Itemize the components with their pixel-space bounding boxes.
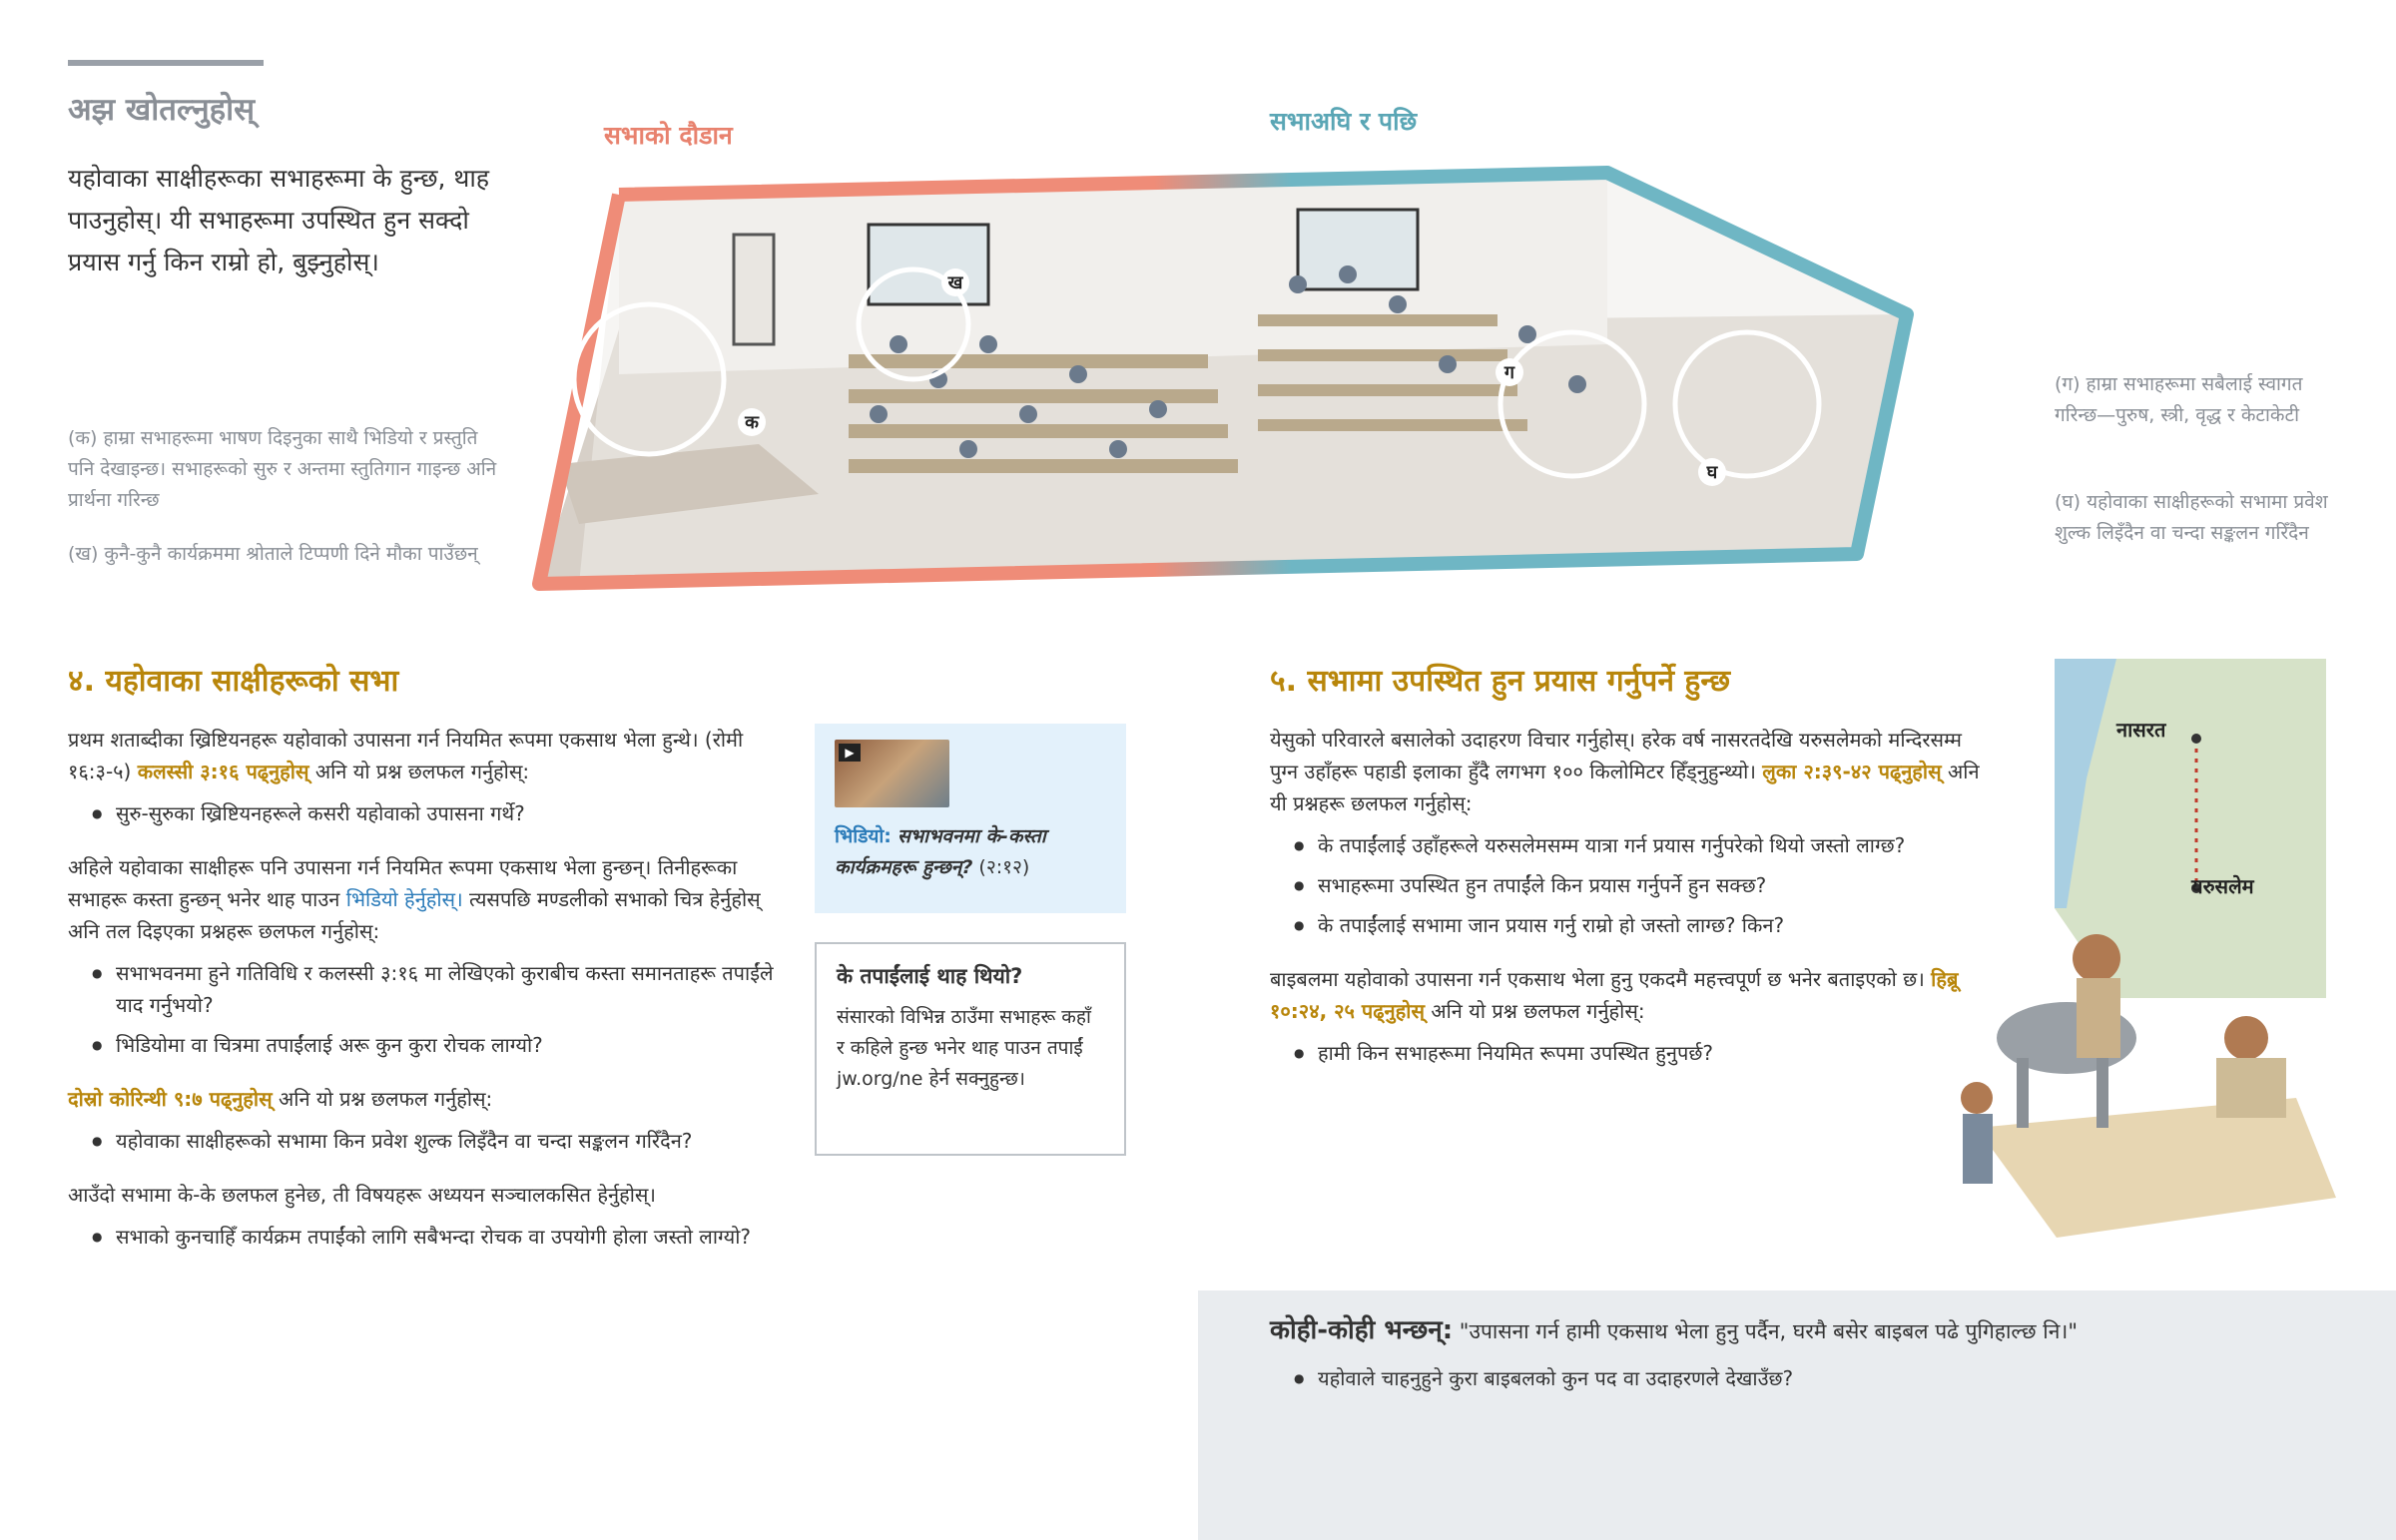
question-item: ● के तपाईंलाई उहाँहरूले यरुसलेमसम्म यात्रा गर्न प्रयास गर्नुपरेको थियो जस्तो लाग्छ? [1270, 829, 1989, 861]
question-list-3 [68, 1125, 787, 1157]
video-caption [835, 821, 1114, 883]
section-4-paragraph-3: दोस्रो कोरिन्थी ९:७ पढ्नुहोस् अनि यो प्रश्न छलफल गर्नुहोस्: [68, 1087, 493, 1111]
question-item: ● भिडियोमा वा चित्रमा तपाईंलाई अरू कुन कुरा रोचक लाग्यो? [68, 1029, 787, 1061]
label-during-meeting: सभाको दौडान [604, 121, 733, 150]
play-icon[interactable]: ▶ [839, 744, 861, 762]
question-item: ● सुरु-सुरुका ख्रिष्टियनहरूले कसरी यहोवाको उपासना गर्थे? [68, 797, 787, 829]
section-5-body [1270, 724, 1989, 1069]
question-list-2 [68, 957, 787, 1061]
marker-ka: क [745, 412, 759, 433]
did-you-know-title: के तपाईंलाई थाह थियो? [837, 964, 1023, 988]
video-label: भिडियो: [835, 825, 892, 847]
window [869, 225, 988, 304]
section-4-body [68, 724, 787, 1253]
marker-gha: घ [1706, 462, 1718, 483]
scripture-link-luke[interactable]: लुका २:३९-४२ पढ्नुहोस् [1762, 760, 1942, 783]
map-illustration [1917, 659, 2336, 1248]
did-you-know-box [815, 942, 1126, 1156]
section-5-paragraph-1: येसुको परिवारले बसालेको उदाहरण विचार गर्नुहोस्। हरेक वर्ष नासरतदेखि यरुसलेमको मन्दिरसम्म पुग्न उहाँहरू पहाडी इलाका हुँदै लगभग १०० किलोमिटर हिँड्नुहुन्थ्यो। लुका २:३९-४२ पढ्नुहोस् अनि यी प्रश्नहरू छलफल गर्नुहोस्: [1270, 728, 1980, 815]
section-4-paragraph-1: प्रथम शताब्दीका ख्रिष्टियनहरू यहोवाको उपासना गर्न नियमित रूपमा एकसाथ भेला हुन्थे। (रोमी १६:३-५) कलस्सी ३:१६ पढ्नुहोस् अनि यो प्रश्न छलफल गर्नुहोस्: [68, 728, 744, 783]
question-item: ● सभाभवनमा हुने गतिविधि र कलस्सी ३:१६ मा लेखिएको कुराबीच कस्ता समानताहरू तपाईंले याद गर्नुभयो? [68, 957, 787, 1021]
video-box[interactable] [815, 724, 1126, 913]
question-list-6 [1270, 1037, 1989, 1069]
city-label-nazareth: नासरत [2116, 718, 2166, 742]
window [1298, 210, 1418, 289]
traveller [2073, 934, 2120, 982]
kingdom-hall-illustration [519, 165, 2017, 604]
caption-kha: (ख) कुनै-कुनै कार्यक्रममा श्रोताले टिप्पणी दिने मौका पाउँछन् [68, 543, 478, 565]
dig-deeper-title: अझ खोतल्नुहोस् [68, 92, 256, 128]
label-before-after: सभाअघि र पछि [1270, 107, 1418, 136]
some-say-quote: "उपासना गर्न हामी एकसाथ भेला हुनु पर्दैन, घरमै बसेर बाइबल पढे पुगिहाल्छ नि।" [1459, 1319, 2079, 1343]
marker-ga: ग [1503, 362, 1515, 383]
question-item: ● यहोवाले चाहनुहुने कुरा बाइबलको कुन पद वा उदाहरणले देखाउँछ? [1270, 1362, 2368, 1394]
caption-ka: (क) हाम्रा सभाहरूमा भाषण दिइनुका साथै भिडियो र प्रस्तुति पनि देखाइन्छ। सभाहरूको सुरु र अन्तमा स्तुतिगान गाइन्छ अनि प्रार्थना गरिन्छ [68, 427, 497, 511]
door [734, 235, 774, 344]
some-say-questions [1270, 1362, 2368, 1394]
city-dot-nazareth [2191, 734, 2201, 744]
did-you-know-text: संसारको विभिन्न ठाउँमा सभाहरू कहाँ र कहिले हुन्छ भनेर थाह पाउन तपाईं jw.org/ne हेर्न सक्नुहुन्छ। [837, 1006, 1091, 1090]
city-label-jerusalem: यरुसलेम [2191, 874, 2254, 898]
section-4-heading: ४. यहोवाका साक्षीहरूको सभा [68, 664, 399, 699]
scripture-link-hebrews[interactable]: हिब्रू १०:२४, २५ पढ्नुहोस् [1270, 967, 1959, 1023]
question-item: ● सभाको कुनचाहिँ कार्यक्रम तपाईंको लागि सबैभन्दा रोचक वा उपयोगी होला जस्तो लाग्यो? [68, 1221, 787, 1253]
watch-video-link[interactable]: भिडियो हेर्नुहोस्। [345, 887, 463, 911]
scripture-link-colossians[interactable]: कलस्सी ३:१६ पढ्नुहोस् [137, 760, 309, 783]
some-say-label: कोही-कोही भन्छन्: [1270, 1315, 1454, 1345]
marker-kha: ख [947, 272, 963, 293]
question-item: ● सभाहरूमा उपस्थित हुन तपाईंले किन प्रयास गर्नुपर्ने हुन सक्छ? [1270, 869, 1989, 901]
section-4-paragraph-2: अहिले यहोवाका साक्षीहरू पनि उपासना गर्न नियमित रूपमा एकसाथ भेला हुन्छन्। तिनीहरूका सभाहरू कस्ता हुन्छन् भनेर थाह पाउन भिडियो हेर्नुहोस्। त्यसपछि मण्डलीको सभाको चित्र हेर्नुहोस् अनि तल दिइएका प्रश्नहरू छलफल गर्नुहोस्: [68, 855, 761, 943]
ground-mat [1977, 1098, 2336, 1238]
caption-ga: (ग) हाम्रा सभाहरूमा सबैलाई स्वागत गरिन्छ—पुरुष, स्त्री, वृद्ध र केटाकेटी [2055, 373, 2303, 426]
section-5-heading: ५. सभामा उपस्थित हुन प्रयास गर्नुपर्ने हुन्छ [1270, 664, 1730, 699]
some-say-box [1198, 1290, 2396, 1540]
child [1961, 1082, 1993, 1114]
question-list-4 [68, 1221, 787, 1253]
question-list-5 [1270, 829, 1989, 941]
caption-gha: (घ) यहोवाका साक्षीहरूको सभामा प्रवेश शुल्क लिइँदैन वा चन्दा सङ्कलन गरिँदैन [2055, 491, 2328, 544]
scripture-link-2-corinthians[interactable]: दोस्रो कोरिन्थी ९:७ पढ्नुहोस् [68, 1087, 273, 1111]
video-title[interactable]: सभाभवनमा के-कस्ता कार्यक्रमहरू हुन्छन्? [835, 825, 1046, 878]
question-item: ● यहोवाका साक्षीहरूको सभामा किन प्रवेश शुल्क लिइँदैन वा चन्दा सङ्कलन गरिँदैन? [68, 1125, 787, 1157]
question-item: ● हामी किन सभाहरूमा नियमित रूपमा उपस्थित हुनुपर्छ? [1270, 1037, 1989, 1069]
some-say-line [1270, 1312, 2368, 1349]
top-rule [68, 60, 264, 66]
dig-deeper-intro: यहोवाका साक्षीहरूका सभाहरूमा के हुन्छ, थाह पाउनुहोस्। यी सभाहरूमा उपस्थित हुन सक्दो प्रयास गर्नु किन राम्रो हो, बुझ्नुहोस्। [68, 164, 490, 276]
section-5-paragraph-2: बाइबलमा यहोवाको उपासना गर्न एकसाथ भेला हुनु एकदमै महत्त्वपूर्ण छ भनेर बताइएको छ। हिब्रू १०:२४, २५ पढ्नुहोस् अनि यो प्रश्न छलफल गर्नुहोस्: [1270, 967, 1959, 1023]
section-4-paragraph-4: आउँदो सभामा के-के छलफल हुनेछ, ती विषयहरू अध्ययन सञ्चालकसित हेर्नुहोस्। [68, 1183, 656, 1207]
traveller [2224, 1016, 2268, 1060]
question-item: ● के तपाईंलाई सभामा जान प्रयास गर्नु राम्रो हो जस्तो लाग्छ? किन? [1270, 909, 1989, 941]
video-thumbnail[interactable] [835, 740, 949, 807]
video-duration: (२:१२) [978, 856, 1030, 878]
question-list-1 [68, 797, 787, 829]
